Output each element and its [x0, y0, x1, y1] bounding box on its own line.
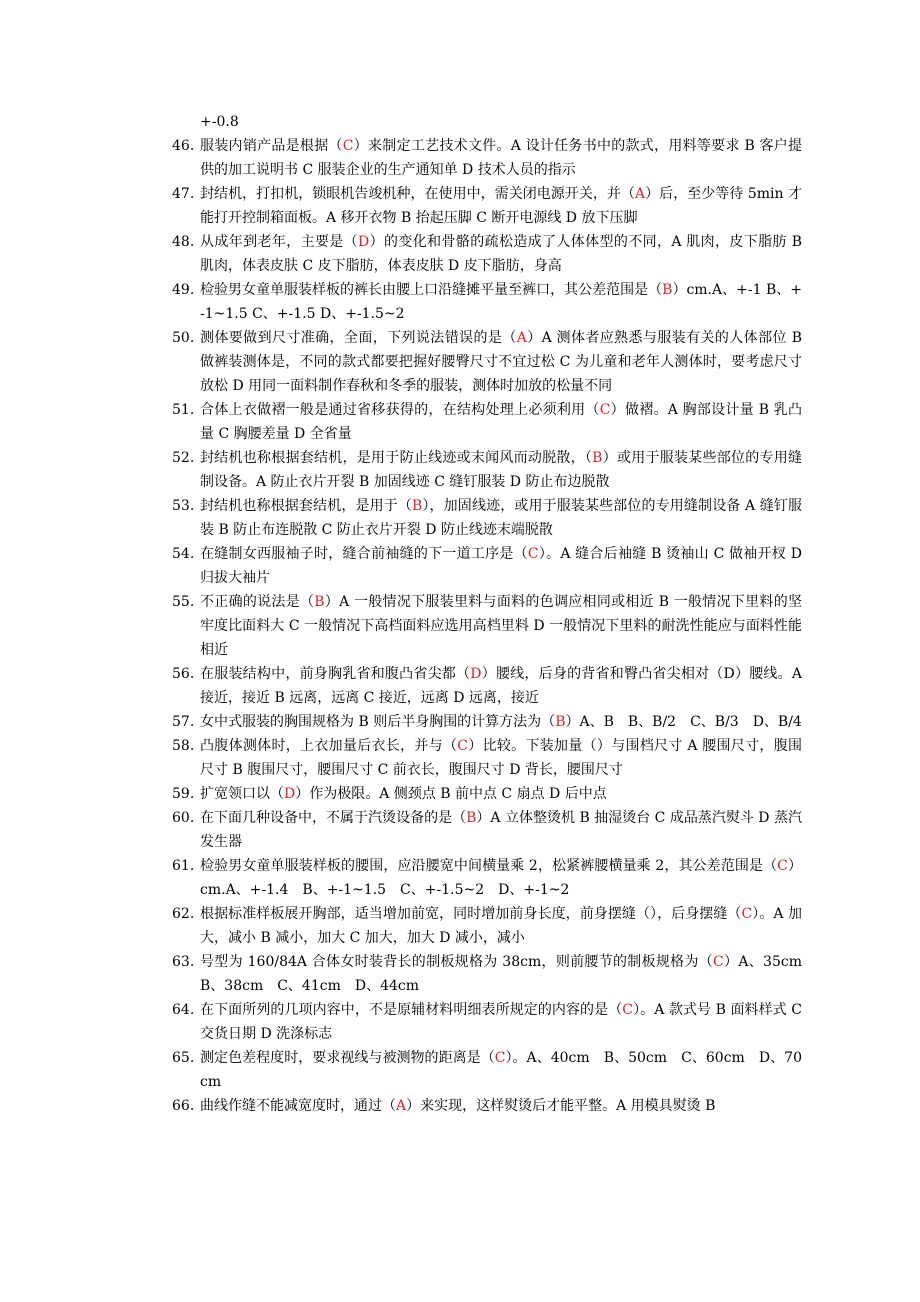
answer-letter: C	[599, 402, 611, 418]
question-options: ）。A 缝合后袖缝 B 烫袖山 C 做袖开杈 D 归拔大袖片	[200, 546, 802, 586]
question-number: 66.	[172, 1098, 195, 1114]
question-text	[200, 590, 802, 662]
question-item	[172, 590, 802, 662]
question-number: 55.	[172, 594, 195, 610]
question-stem: 合体上衣做褶一般是通过省移获得的，在结构处理上必须利用（	[200, 402, 600, 418]
answer-letter: C	[527, 546, 539, 562]
question-stem: 曲线作缝不能减宽度时，通过（	[200, 1098, 396, 1114]
question-number: 63.	[172, 954, 195, 970]
question-stem: 在下面所列的几项内容中，不是原辅材料明细表所规定的内容的是（	[200, 1002, 623, 1018]
question-number: 47.	[172, 186, 195, 202]
question-item	[172, 710, 802, 734]
answer-letter: B	[466, 810, 477, 826]
question-number: 53.	[172, 498, 195, 514]
answer-letter: D	[470, 666, 482, 682]
question-stem: 凸腹体测体时，上衣加量后衣长，并与（	[200, 738, 458, 754]
answer-letter: C	[494, 1050, 506, 1066]
question-number: 60.	[172, 810, 195, 826]
question-stem: 测定色差程度时，要求视线与被测物的距离是（	[200, 1050, 495, 1066]
answer-letter: B	[314, 594, 325, 610]
question-text	[200, 950, 816, 998]
question-text	[200, 494, 802, 542]
answer-letter: C	[622, 1002, 634, 1018]
question-text	[200, 134, 802, 182]
question-options: ）A 一般情况下服装里料与面料的色调应相同或相近 B 一般情况下里料的坚牢度比面料大 C 一般情况下高档面料应选用高档里料 D 一般情况下里料的耐洗性能应与面料性能相近	[200, 594, 803, 658]
question-item	[172, 542, 802, 590]
question-stem: 号型为 160/84A 合体女时装背长的制板规格为 38cm，则前腰节的制板规格为（	[200, 954, 714, 970]
question-stem: 测体要做到尺寸准确，全面，下列说法错误的是（	[200, 330, 517, 346]
question-item	[172, 182, 802, 230]
question-number: 51.	[172, 402, 195, 418]
question-options: ）A 测体者应熟悉与服装有关的人体部位 B 做裤装测体是，不同的款式都要把握好腰臀尺寸不宜过松 C 为儿童和老年人测体时，要考虑尺寸放松 D 用同一面料制作春秋和冬季的服装，测体时加放的松量不同	[200, 330, 802, 394]
answer-letter: B	[592, 450, 603, 466]
question-text	[200, 1046, 802, 1094]
question-options: ）。A、40cm B、50cm C、60cm D、70cm	[200, 1050, 802, 1090]
question-list	[172, 110, 816, 1118]
answer-letter: B	[555, 714, 566, 730]
question-options: ），加固线迹，或用于服装某些部位的专用缝制设备 A 缝钉服装 B 防止布连脱散 C 防止衣片开裂 D 防止线迹末端脱散	[200, 498, 802, 538]
question-text	[200, 326, 802, 398]
question-number: 46.	[172, 138, 195, 154]
question-item	[172, 854, 802, 902]
question-stem: 不正确的说法是（	[200, 594, 315, 610]
question-stem: 封结机也称根据套结机，是用于防止线迹或末闻风而动脱散，（	[200, 450, 593, 466]
question-number: 59.	[172, 786, 195, 802]
continuation-line: +-0.8	[200, 114, 239, 130]
question-stem: 根据标准样板展开胸部，适当增加前宽，同时增加前身长度，前身摆缝（），后身摆缝（	[200, 906, 742, 922]
question-options: ）cm.A、+-1.4 B、+-1~1.5 C、+-1.5~2 D、+-1~2	[200, 858, 802, 898]
question-text	[200, 998, 802, 1046]
question-number: 50.	[172, 330, 195, 346]
question-stem: 封结机，打扣机，锁眼机告竣机种，在使用中，需关闭电源开关，并（	[200, 186, 635, 202]
question-stem: 检验男女童单服装样板的裤长由腰上口沿缝摊平量至裤口，其公差范围是（	[200, 282, 663, 298]
question-item	[172, 1094, 802, 1118]
answer-letter: B	[411, 498, 423, 514]
question-number: 65.	[172, 1050, 195, 1066]
question-options: ）做褶。A 胸部设计量 B 乳凸量 C 胸腰差量 D 全省量	[200, 402, 802, 442]
question-item	[172, 326, 802, 398]
question-stem: 服装内销产品是根据（	[200, 138, 343, 154]
question-number: 58.	[172, 738, 195, 754]
question-item	[172, 998, 802, 1046]
question-number: 49.	[172, 282, 195, 298]
question-text	[200, 446, 802, 494]
question-text	[200, 542, 802, 590]
question-number: 56.	[172, 666, 195, 682]
question-item	[172, 134, 802, 182]
question-options: ）。A 加大，减小 B 减小，加大 C 加大，加大 D 减小，减小	[200, 906, 803, 946]
answer-letter: C	[342, 138, 354, 154]
question-text	[200, 662, 802, 710]
question-item	[172, 902, 802, 950]
answer-letter: B	[662, 282, 673, 298]
question-stem: 女中式服装的胸围规格为 B 则后半身胸围的计算方法为（	[200, 714, 556, 730]
question-options: ）A、35cm B、38cm C、41cm D、44cm	[200, 954, 816, 994]
question-stem: 在下面几种设备中，不属于汽烫设备的是（	[200, 810, 467, 826]
answer-letter: D	[358, 234, 370, 250]
question-stem: 扩宽领口以（	[200, 786, 284, 802]
questions-container	[172, 134, 816, 1118]
answer-letter: A	[634, 186, 646, 202]
question-text	[200, 278, 802, 326]
question-item	[172, 806, 802, 854]
question-options: ）cm.A、+-1 B、+-1~1.5 C、+-1.5 D、+-1.5~2	[200, 282, 802, 322]
question-item	[172, 734, 802, 782]
question-item	[172, 494, 802, 542]
question-item	[172, 230, 802, 278]
question-number: 61.	[172, 858, 195, 874]
question-options: ）。A 款式号 B 面料样式 C 交货日期 D 洗涤标志	[200, 1002, 802, 1042]
question-options: ）后，至少等待 5min 才能打开控制箱面板。A 移开衣物 B 抬起压脚 C 断开电源线 D 放下压脚	[200, 186, 803, 226]
answer-letter: A	[396, 1098, 407, 1114]
question-item	[172, 782, 802, 806]
question-stem: 从成年到老年，主要是（	[200, 234, 359, 250]
question-options: ）来实现，这样熨烫后才能平整。A 用模具熨烫 B	[406, 1098, 716, 1114]
question-text	[200, 230, 802, 278]
answer-letter: A	[516, 330, 527, 346]
answer-letter: D	[284, 786, 296, 802]
answer-letter: C	[713, 954, 724, 970]
question-text	[200, 854, 802, 902]
question-text	[200, 734, 802, 782]
question-options: ）比较。下装加量（）与围档尺寸 A 腰围尺寸，腹围尺寸 B 腹围尺寸，腰围尺寸 C 前衣长，腹围尺寸 D 背长，腰围尺寸	[200, 738, 803, 778]
answer-letter: C	[457, 738, 468, 754]
question-text	[200, 1094, 802, 1118]
question-stem: 在服装结构中，前身胸乳省和腹凸省尖都（	[200, 666, 471, 682]
question-number: 64.	[172, 1002, 195, 1018]
question-text	[200, 782, 802, 806]
question-item	[172, 398, 802, 446]
question-options: ）作为极限。A 侧颈点 B 前中点 C 扇点 D 后中点	[295, 786, 607, 802]
question-options: ）或用于服装某些部位的专用缝制设备。A 防止衣片开裂 B 加固线迹 C 缝钉服装 D 防止布边脱散	[200, 450, 803, 490]
question-number: 57.	[172, 714, 195, 730]
question-item	[172, 950, 816, 998]
question-options: ）A 立体整烫机 B 抽湿烫台 C 成品蒸汽熨斗 D 蒸汽发生器	[200, 810, 802, 850]
answer-letter: C	[741, 906, 753, 922]
question-text	[200, 398, 802, 446]
question-item	[172, 278, 802, 326]
question-number: 48.	[172, 234, 195, 250]
answer-letter: C	[777, 858, 788, 874]
question-item	[172, 1046, 802, 1094]
question-options: ）来制定工艺技术文件。A 设计任务书中的款式，用料等要求 B 客户提供的加工说明书 C 服装企业的生产通知单 D 技术人员的指示	[200, 138, 803, 178]
question-number: 62.	[172, 906, 195, 922]
question-item	[172, 662, 802, 710]
question-item	[172, 446, 802, 494]
question-number: 54.	[172, 546, 195, 562]
question-options: ）A、B B、B/2 C、B/3 D、B/4	[565, 714, 802, 730]
question-number: 52.	[172, 450, 195, 466]
question-options: ）腰线，后身的背省和臀凸省尖相对（D）腰线。A 接近，接近 B 远离，远离 C 接近，远离 D 远离，接近	[200, 666, 802, 706]
question-text	[200, 902, 802, 950]
question-stem: 封结机也称根据套结机，是用于（	[200, 498, 412, 514]
question-text	[200, 182, 802, 230]
question-text	[200, 710, 802, 734]
question-options: ）的变化和骨骼的疏松造成了人体体型的不同，A 肌肉，皮下脂肪 B 肌肉，体表皮肤 C 皮下脂肪，体表皮肤 D 皮下脂肪，身高	[200, 234, 802, 274]
question-stem: 检验男女童单服装样板的腰围，应沿腰宽中间横量乘 2，松紧裤腰横量乘 2，其公差范围是（	[200, 858, 778, 874]
question-text	[200, 806, 802, 854]
question-stem: 在缝制女西服袖子时，缝合前袖缝的下一道工序是（	[200, 546, 528, 562]
